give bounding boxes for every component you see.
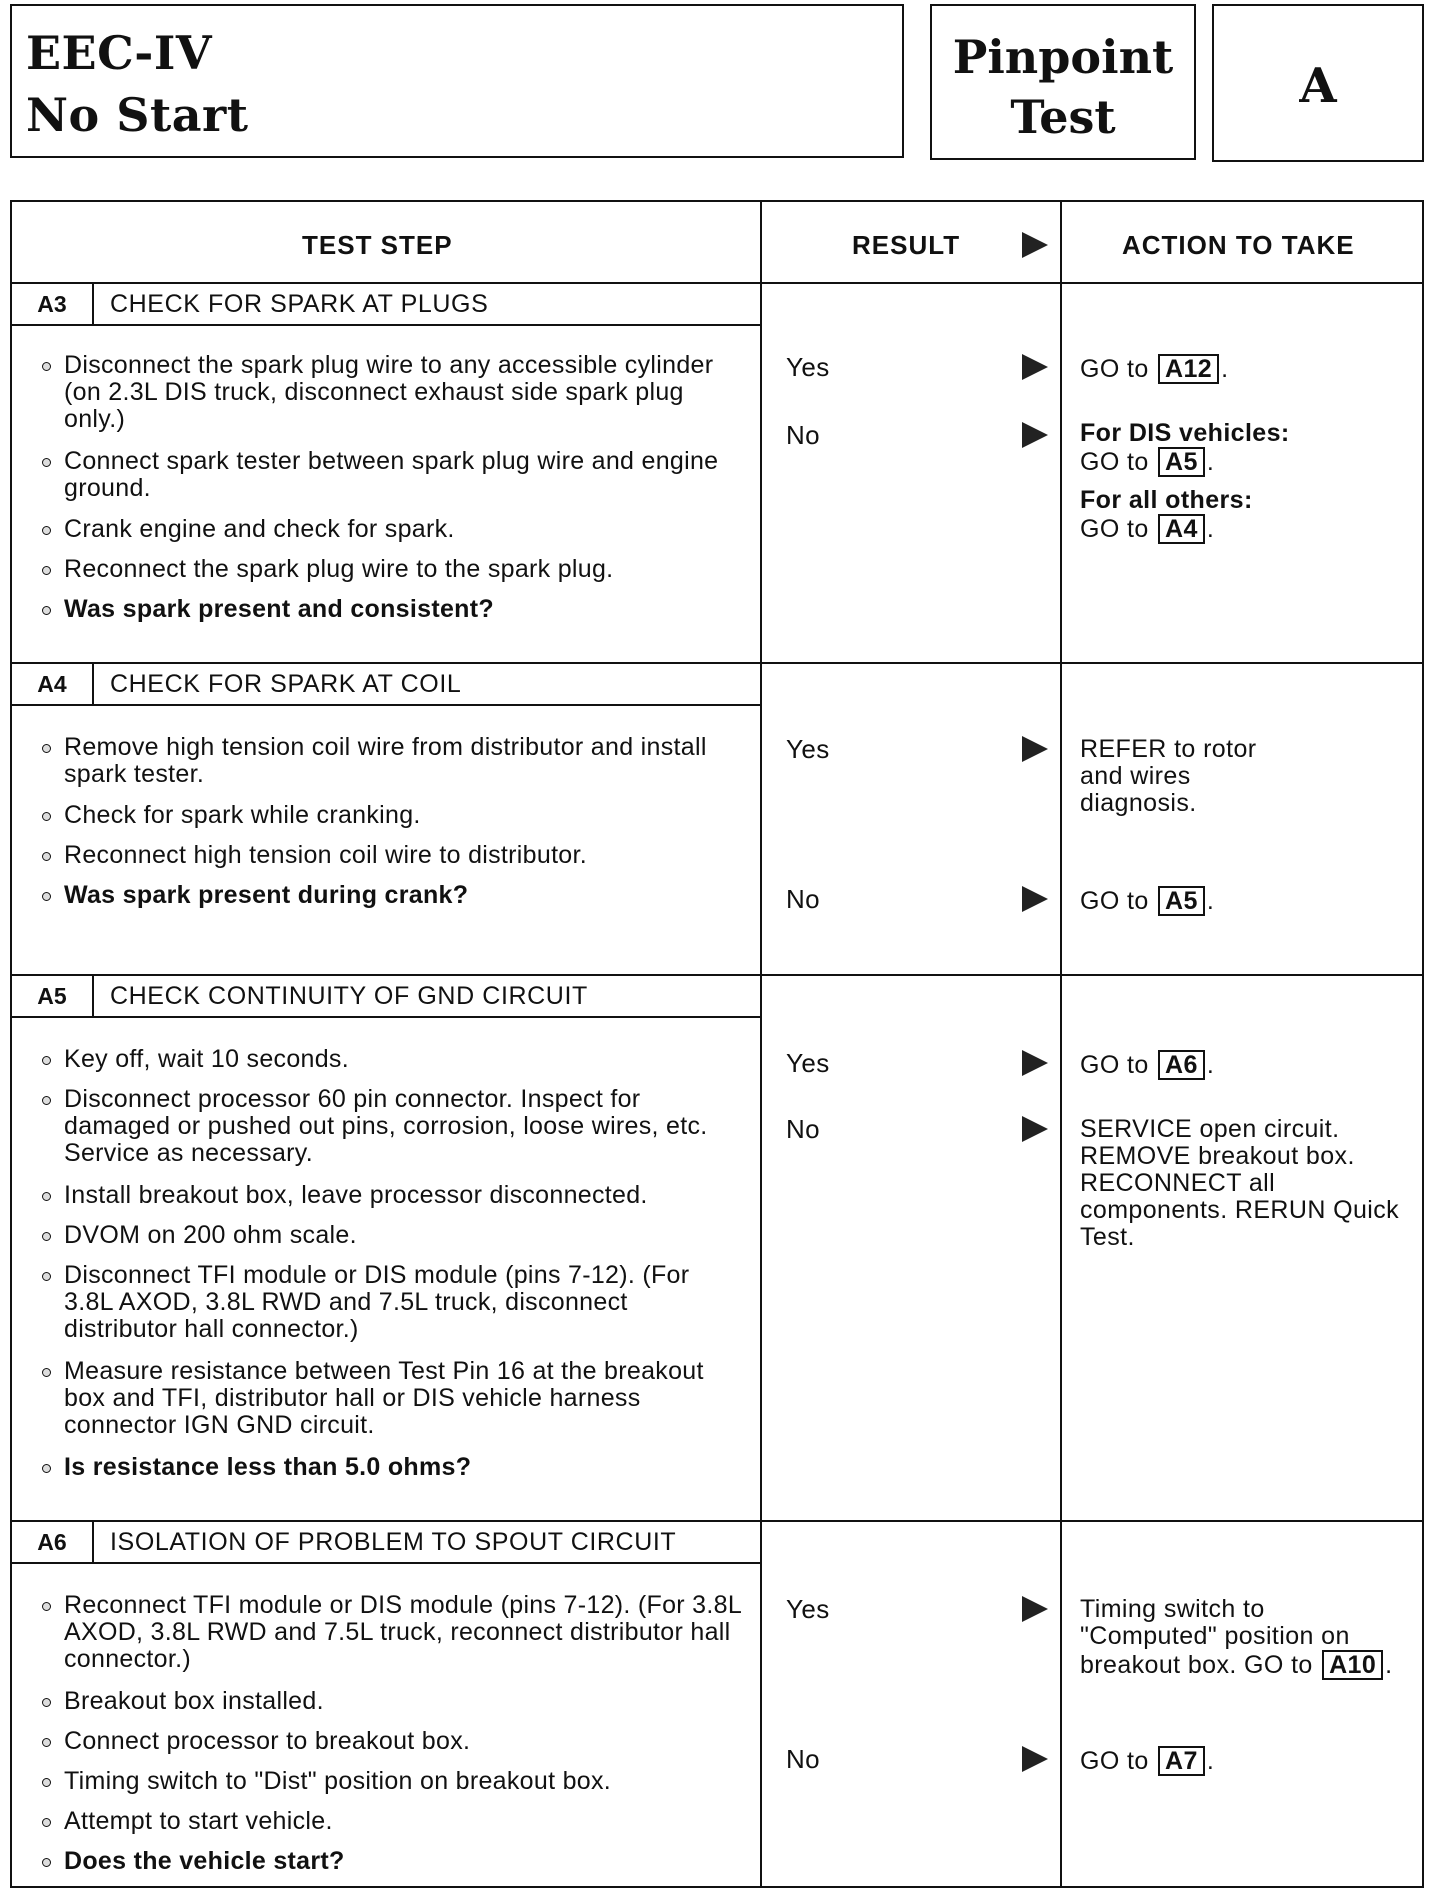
step-title: CHECK CONTINUITY OF GND CIRCUIT (110, 982, 588, 1010)
action-text: Timing switch to "Computed" position on breakout box. GO to A10 . (1080, 1595, 1393, 1679)
step-ref: A12 (1158, 354, 1219, 384)
result-yes: Yes (786, 734, 830, 764)
step-ref: A10 (1322, 1650, 1383, 1680)
pinpoint-box (930, 4, 1196, 160)
step-title: CHECK FOR SPARK AT COIL (110, 670, 462, 698)
pinpoint-line-1: Pinpoint (952, 30, 1174, 84)
list-item: Reconnect TFI module or DIS module (pins 7-12). (For 3.8L AXOD, 3.8L RWD and 7.5L truck, reconnect distributor hall connector.) (42, 1592, 742, 1673)
list-item: Attempt to start vehicle. (42, 1808, 742, 1835)
list-item: Remove high tension coil wire from distributor and install spark tester. (42, 734, 742, 788)
step-label-a3 (12, 284, 760, 326)
pinpoint-line-2: Test (1010, 90, 1116, 144)
step-id: A4 (12, 664, 94, 704)
col-header-test-step: TEST STEP (302, 230, 453, 260)
test-letter: A (1299, 58, 1337, 114)
step-ref: A6 (1158, 1050, 1205, 1080)
list-item: Breakout box installed. (42, 1688, 742, 1715)
list-item: Crank engine and check for spark. (42, 516, 742, 543)
action-text: REFER to rotor and wires diagnosis. (1080, 735, 1257, 817)
list-item: Reconnect high tension coil wire to distributor. (42, 842, 742, 869)
action-text: GO to A12 . (1080, 355, 1229, 383)
result-arrow-icon (1022, 1116, 1048, 1142)
list-item: Reconnect the spark plug wire to the spark plug. (42, 556, 742, 583)
column-divider-1 (760, 202, 762, 1886)
step-ref: A5 (1158, 447, 1205, 477)
list-item: Key off, wait 10 seconds. (42, 1046, 742, 1073)
pinpoint-table (10, 200, 1424, 1888)
result-yes: Yes (786, 1048, 830, 1078)
step-label-a4 (12, 664, 760, 706)
list-item: Timing switch to "Dist" position on breakout box. (42, 1768, 742, 1795)
list-item: Disconnect the spark plug wire to any accessible cylinder (on 2.3L DIS truck, disconnect exhaust side spark plug only.) (42, 352, 742, 433)
list-item: Disconnect processor 60 pin connector. Inspect for damaged or pushed out pins, corrosion, loose wires, etc. Service as necessary. (42, 1086, 742, 1167)
step-ref: A7 (1158, 1746, 1205, 1776)
step-label-a6 (12, 1522, 760, 1564)
step-id: A5 (12, 976, 94, 1016)
result-arrow-icon (1022, 736, 1048, 762)
list-item: Disconnect TFI module or DIS module (pins 7-12). (For 3.8L AXOD, 3.8L RWD and 7.5L truck, disconnect distributor hall connector.) (42, 1262, 742, 1343)
step-ref: A5 (1158, 886, 1205, 916)
title-line-2: No Start (26, 88, 249, 142)
list-item: Check for spark while cranking. (42, 802, 742, 829)
list-item: Connect processor to breakout box. (42, 1728, 742, 1755)
list-item-question: Does the vehicle start? (42, 1848, 742, 1875)
result-no: No (786, 1744, 821, 1774)
result-no: No (786, 1114, 821, 1144)
list-item-question: Is resistance less than 5.0 ohms? (42, 1454, 742, 1481)
result-arrow-icon (1022, 1050, 1048, 1076)
action-text: SERVICE open circuit. REMOVE breakout box. RECONNECT all components. RERUN Quick Test. (1080, 1115, 1400, 1251)
result-arrow-icon (1022, 1596, 1048, 1622)
test-letter-box (1212, 4, 1424, 162)
action-text: For DIS vehicles: GO to A5 . For all others: GO to A4 . (1080, 419, 1290, 543)
list-item: Install breakout box, leave processor disconnected. (42, 1182, 742, 1209)
step-id: A3 (12, 284, 94, 324)
result-no: No (786, 420, 821, 450)
result-no: No (786, 884, 821, 914)
result-arrow-icon (1022, 422, 1048, 448)
action-text: GO to A7 . (1080, 1747, 1215, 1775)
step-id: A6 (12, 1522, 94, 1562)
title-box (10, 4, 904, 158)
result-yes: Yes (786, 352, 830, 382)
col-header-action: ACTION TO TAKE (1122, 230, 1355, 260)
step-title: CHECK FOR SPARK AT PLUGS (110, 290, 489, 318)
list-item: Measure resistance between Test Pin 16 at the breakout box and TFI, distributor hall or DIS vehicle harness connector IGN GND circuit. (42, 1358, 742, 1439)
column-divider-2 (1060, 202, 1062, 1886)
step-ref: A4 (1158, 514, 1205, 544)
step-title: ISOLATION OF PROBLEM TO SPOUT CIRCUIT (110, 1528, 677, 1556)
result-yes: Yes (786, 1594, 830, 1624)
list-item: Connect spark tester between spark plug wire and engine ground. (42, 448, 742, 502)
result-arrow-icon (1022, 354, 1048, 380)
result-arrow-icon (1022, 1746, 1048, 1772)
list-item: DVOM on 200 ohm scale. (42, 1222, 742, 1249)
action-text: GO to A5 . (1080, 887, 1215, 915)
action-text: GO to A6 . (1080, 1051, 1215, 1079)
col-header-result: RESULT (852, 230, 961, 260)
result-arrow-icon (1022, 886, 1048, 912)
result-arrow-icon (1022, 232, 1048, 258)
step-label-a5 (12, 976, 760, 1018)
list-item-question: Was spark present during crank? (42, 882, 742, 909)
list-item-question: Was spark present and consistent? (42, 596, 742, 623)
title-line-1: EEC-IV (26, 26, 213, 80)
